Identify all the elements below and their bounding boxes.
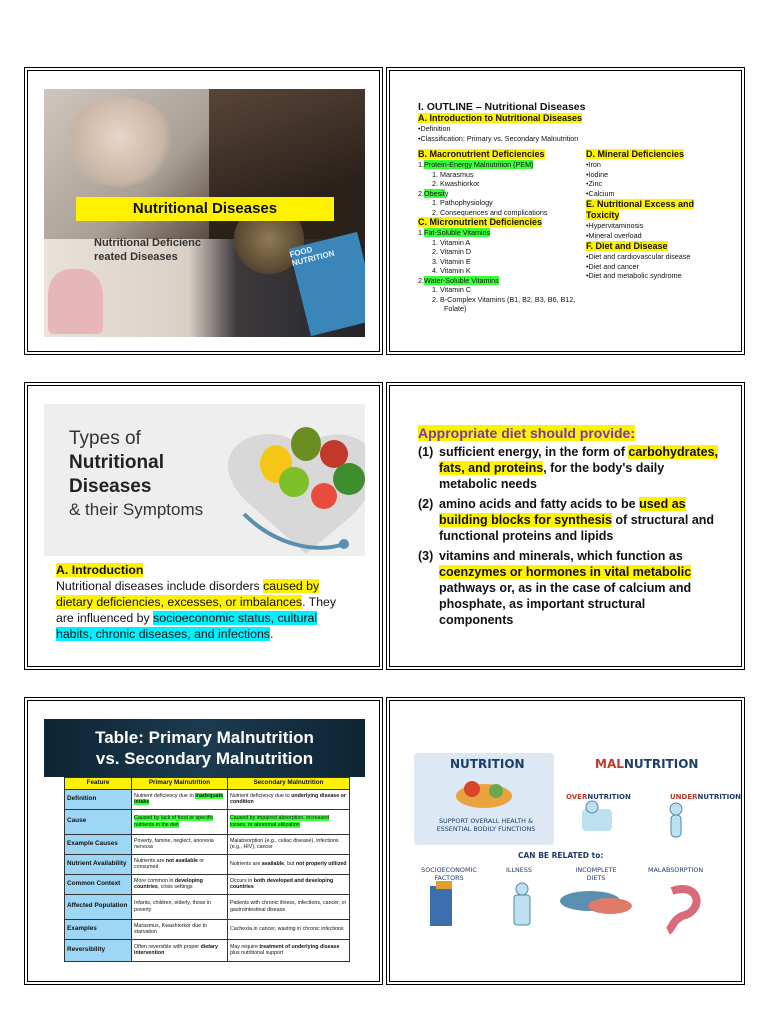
list-item: 3. Vitamin E [432,256,471,266]
introduction-heading: A. Introduction [56,563,144,577]
slide-1 [27,70,380,352]
list-item: 2. Vitamin D [432,247,472,256]
list-item: 1. Marasmus [432,169,474,179]
list-item: •Zinc [586,179,603,188]
list-item: 1. Vitamin C [432,285,472,294]
list-item: Folate) [444,304,467,313]
table-row: Example Causes Poverty, famine, neglect, anorexia nervosa Malabsorption (e.g., celiac disease), infections (e.g., HIV), cancer [65,834,350,854]
nutrition-label: NUTRITION [450,757,525,771]
table-header: Secondary Malnutrition [227,778,349,790]
pem-label: Protein-Energy Malnutrition (PEM) [424,160,534,169]
highlight-influences: socioeconomic status, cultural habits, chronic diseases, and infections [56,611,318,641]
list-item: •Calcium [586,188,615,198]
slide-1-title: Nutritional Diseases [76,197,334,221]
list-item: 1. Vitamin A [432,237,471,247]
section-c-heading: C. Micronutrient Deficiencies [418,217,543,227]
slide-4-appropriate-diet [389,385,742,667]
factor-malabsorption: MALABSORPTION [648,866,704,874]
table-row: Cause Caused by lack of food or specific nutrients in the diet Caused by impaired absorption, increased losses, or abnormal utilization [65,809,350,834]
table-title-banner: Table: Primary Malnutrition vs. Secondary Malnutrition [44,719,365,777]
slide-6-nutrition-diagram [389,700,742,982]
list-item: •Diet and cardiovascular disease [586,252,691,261]
overnutrition-label: OVERNUTRITION [566,793,631,801]
can-be-related-label: CAN BE RELATED to: [518,851,604,860]
slide-2-outline: I. OUTLINE – Nutritional Diseases A. Introduction to Nutritional Diseases •Definition •Classification: Primary vs. Secondary Malnutrition B. Macronutrient Deficiencies 1.Protein-Energy Malnutrition (PEM) 1. Marasmus 2. Kwashiorkor 2.Obesity 1. Pathophysiology 2. Consequences and complications C. Micronutrient Deficiencies 1.Fat-Soluble Vitamins 1. Vitamin A 2. Vitamin D 3. Vitamin E 4. Vitamin K 2.Water-Soluble Vitamins 1. Vitamin C 2. B-Complex Vitamins (B1, B2, B3, B6, B12, Folate) D. Mineral Deficiencies •Iron •Iodine •Zinc •Calcium E. Nutritional Excess and Toxicity •Hypervitaminosis •Mineral overload F. Diet and Disease •Diet and cardiovascular disease •Diet and cancer •Diet and metabolic syndrome [389,70,742,352]
table-header: Primary Malnutrition [132,778,228,790]
table-row: Common Context More common in developing countries, crisis settings Occurs in both developed and developing countries [65,874,350,894]
slide-5-malnutrition-table [27,700,380,982]
slide-1-subtitle: Nutritional Deficienc reated Diseases [94,237,201,263]
diet-item-3: (3) vitamins and minerals, which function as coenzymes or hormones in vital metabolic pathways or, as in the case of calcium and phosphate, as important structural components [418,549,692,627]
slide-3-introduction [27,385,380,667]
factor-socioeconomic: SOCIOECONOMIC FACTORS [421,866,477,882]
list-item: •Iron [586,160,601,169]
section-a-heading: A. Introduction to Nutritional Diseases [418,113,583,123]
table-row: Nutrient Availability Nutrients are not available or consumed Nutrients are available, but not properly utilized [65,854,350,874]
nutrition-description: SUPPORT OVERALL HEALTH & ESSENTIAL BODILY FUNCTIONS [436,817,536,833]
undernutrition-label: UNDERNUTRITION [670,793,742,801]
section-d-heading: D. Mineral Deficiencies [586,149,685,159]
factor-incomplete-diets: INCOMPLETE DIETS [575,866,617,882]
list-item: 2. B-Complex Vitamins (B1, B2, B3, B6, B12, [432,294,576,304]
introduction-text: A. Introduction Nutritional diseases include disorders caused by dietary deficiencies, excesses, or imbalances. They are influenced by socioeconomic status, cultural habits, chronic diseases, and infections. [56,563,337,641]
fat-soluble-label: Fat-Soluble Vitamins [424,228,491,237]
table-row: Reversibility Often reversible with proper dietary intervention May require treatment of underlying disease plus nutritional support [65,939,350,961]
table-row: Examples Marasmus, Kwashiorkor due to starvation Cachexia in cancer, wasting in chronic infections [65,919,350,939]
list-item: •Mineral overload [586,230,642,240]
list-item: 2. Kwashiorkor [432,179,480,188]
list-item: •Diet and cancer [586,261,639,271]
food-heart-illustration [44,404,365,556]
list-item: 2. Consequences and complications [432,207,548,217]
table-header: Feature [65,778,132,790]
list-item: 4. Vitamin K [432,266,471,275]
list-item: •Diet and metabolic syndrome [586,271,682,280]
water-soluble-label-b: -Soluble Vitamins [442,275,499,285]
section-b-heading: B. Macronutrient Deficiencies [418,149,545,159]
diet-heading: Appropriate diet should provide: [418,425,636,441]
malnutrition-label: MALNUTRITION [595,757,699,771]
highlight-causes: caused by dietary deficiencies, excesses, or imbalances [56,579,320,609]
section-e-heading: E. Nutritional Excess and Toxicity [586,199,695,220]
obesity-label: Obesit [424,188,445,198]
malnutrition-comparison-table [64,777,350,962]
diet-item-1: (1) sufficient energy, in the form of carbohydrates, fats, and proteins, for the body's daily metabolic needs [418,445,718,491]
list-item: •Iodine [586,169,609,179]
section-f-heading: F. Diet and Disease [586,241,668,251]
section-a-item: •Definition [418,124,451,133]
types-banner-image: Types of Nutritional Diseases & their Symptoms [44,404,365,556]
water-soluble-label-a: Water [424,275,443,285]
table-row: Affected Population Infants, children, elderly, those in poverty Patients with chronic illness, infections, cancer, or gastrointestinal disease [65,894,350,919]
list-item: 1. Pathophysiology [432,198,493,207]
factor-illness: ILLNESS [506,866,532,874]
outline-heading: I. OUTLINE – Nutritional Diseases [418,101,586,113]
book-cover-text: FOOD NUTRITION [288,244,336,268]
diet-item-2: (2) amino acids and fatty acids to be used as building blocks for synthesis of structural and functional proteins and lipids [418,497,715,543]
list-item: •Hypervitaminosis [586,221,644,230]
malnutrition-illustration [410,751,742,943]
section-a-item: •Classification: Primary vs. Secondary Malnutrition [418,133,579,143]
table-row: Definition Nutrient deficiency due to inadequate intake Nutrient deficiency due to underlying disease or condition [65,789,350,809]
